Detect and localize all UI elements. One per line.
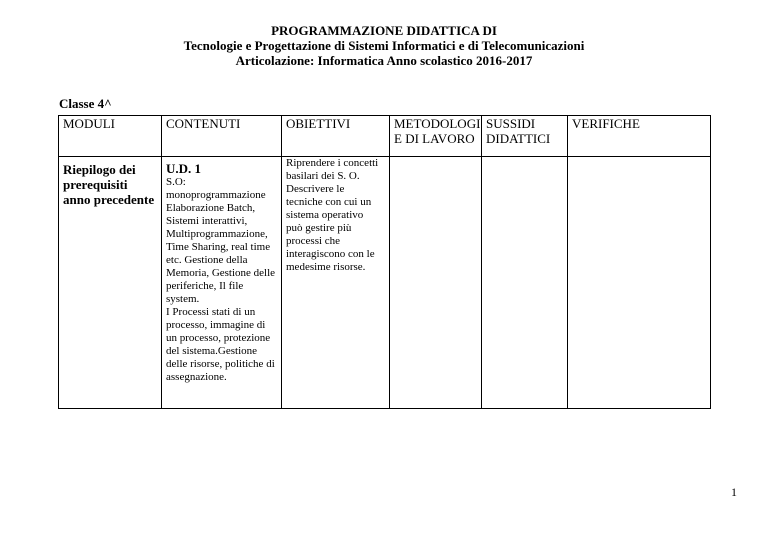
table-row	[59, 157, 711, 409]
contenuti-line: un processo, protezione	[166, 332, 271, 344]
obiettivi-line: sistema operativo	[286, 209, 364, 221]
header-year: Articolazione: Informatica Anno scolastico 2016-2017	[235, 53, 533, 68]
cell-obiettivi	[282, 157, 390, 409]
contenuti-line: Elaborazione Batch,	[166, 202, 256, 214]
cell-contenuti	[162, 157, 282, 409]
obiettivi-line: può gestire più	[286, 222, 352, 234]
contenuti-line: del sistema.Gestione	[166, 345, 258, 357]
contenuti-text	[166, 176, 277, 384]
obiettivi-line: Descrivere le	[286, 183, 345, 195]
obiettivi-line: basilari dei S. O.	[286, 170, 360, 182]
cell-metodologie	[390, 157, 482, 409]
header-metodologie: METODOLOGI E DI LAVORO	[390, 116, 482, 157]
contenuti-line: delle risorse, politiche di	[166, 358, 275, 370]
obiettivi-line: medesime risorse.	[286, 261, 366, 273]
header-obiettivi: OBIETTIVI	[282, 116, 390, 157]
programming-table	[58, 115, 711, 409]
modulo-title: Riepilogo dei prerequisiti anno precedente	[63, 162, 155, 207]
contenuti-line: assegnazione.	[166, 371, 227, 383]
contenuti-line: Multiprogrammazione,	[166, 228, 268, 240]
contenuti-line: Memoria, Gestione delle	[166, 267, 276, 279]
contenuti-line: I Processi stati di un	[166, 306, 256, 318]
cell-verifiche	[568, 157, 711, 409]
header-contenuti: CONTENUTI	[162, 116, 282, 157]
header-subject: Tecnologie e Progettazione di Sistemi Informatici e di Telecomunicazioni	[183, 38, 585, 53]
header-verifiche: VERIFICHE	[568, 116, 711, 157]
contenuti-line: monoprogrammazione	[166, 189, 266, 201]
contenuti-line: Sistemi interattivi,	[166, 215, 248, 227]
obiettivi-line: interagiscono con le	[286, 248, 375, 260]
header-sussidi: SUSSIDI DIDATTICI	[482, 116, 568, 157]
table-header-row	[59, 116, 711, 157]
contenuti-line: S.O:	[166, 176, 186, 188]
contenuti-line: processo, immagine di	[166, 319, 266, 331]
obiettivi-text	[286, 157, 385, 274]
document-header	[0, 23, 768, 68]
header-moduli: MODULI	[59, 116, 162, 157]
contenuti-line: periferiche, Il file	[166, 280, 244, 292]
contenuti-line: etc. Gestione della	[166, 254, 248, 266]
header-title: PROGRAMMAZIONE DIDATTICA DI	[271, 23, 497, 38]
ud-title: U.D. 1	[166, 161, 202, 176]
cell-modulo	[59, 157, 162, 409]
obiettivi-line: Riprendere i concetti	[286, 157, 379, 169]
obiettivi-line: tecniche con cui un	[286, 196, 372, 208]
class-label: Classe 4^	[59, 96, 112, 111]
contenuti-line: Time Sharing, real time	[166, 241, 271, 253]
obiettivi-line: processi che	[286, 235, 341, 247]
page-number: 1	[731, 485, 737, 499]
contenuti-line: system.	[166, 293, 200, 305]
cell-sussidi	[482, 157, 568, 409]
